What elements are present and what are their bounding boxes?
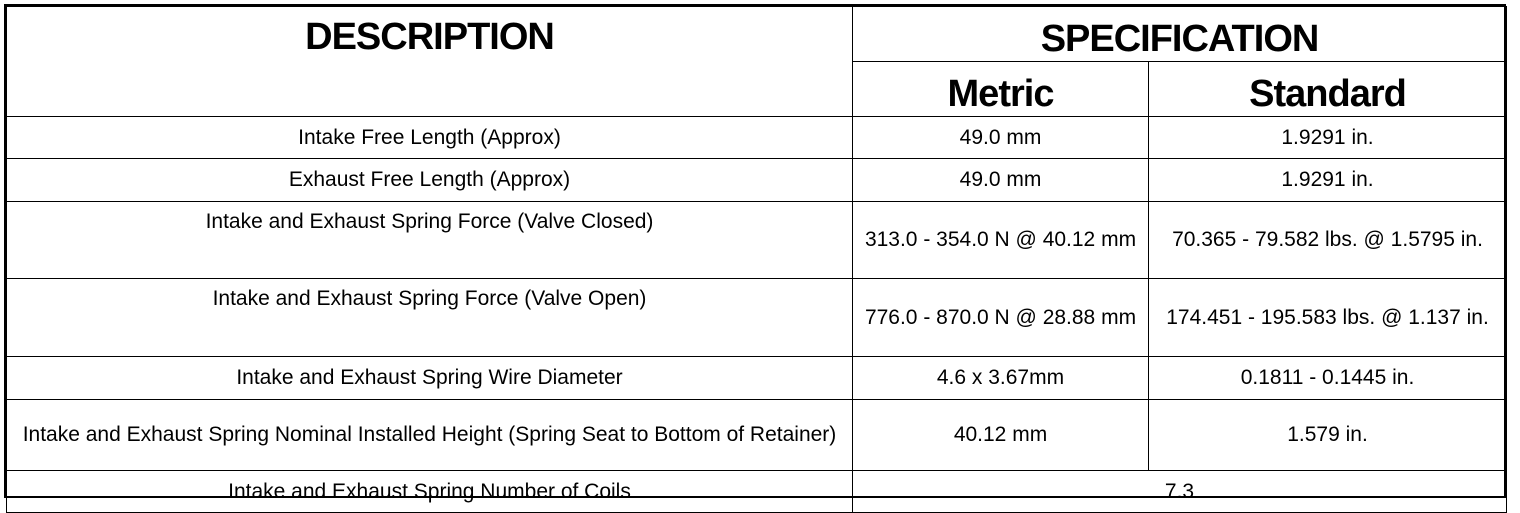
- standard-cell: 1.9291 in.: [1149, 159, 1507, 202]
- metric-cell: 313.0 - 354.0 N @ 40.12 mm: [853, 202, 1149, 279]
- table-row: [7, 279, 1507, 357]
- standard-cell: 1.579 in.: [1149, 400, 1507, 471]
- standard-cell: 174.451 - 195.583 lbs. @ 1.137 in.: [1149, 279, 1507, 357]
- standard-cell: 0.1811 - 0.1445 in.: [1149, 357, 1507, 400]
- metric-cell: 776.0 - 870.0 N @ 28.88 mm: [853, 279, 1149, 357]
- table-row: [7, 202, 1507, 279]
- table-row: [7, 471, 1507, 513]
- description-cell: Intake and Exhaust Spring Force (Valve Closed): [7, 202, 853, 279]
- metric-cell: 4.6 x 3.67mm: [853, 357, 1149, 400]
- standard-cell: 1.9291 in.: [1149, 117, 1507, 159]
- combined-spec-cell: 7.3: [853, 471, 1507, 513]
- table-row: [7, 357, 1507, 400]
- metric-cell: 49.0 mm: [853, 159, 1149, 202]
- specification-header: SPECIFICATION: [853, 7, 1507, 62]
- table-row: [7, 117, 1507, 159]
- description-cell: Intake and Exhaust Spring Nominal Installed Height (Spring Seat to Bottom of Retainer): [7, 400, 853, 471]
- specification-table: [6, 6, 1507, 513]
- description-cell: Exhaust Free Length (Approx): [7, 159, 853, 202]
- description-header: DESCRIPTION: [7, 7, 853, 117]
- description-cell: Intake and Exhaust Spring Number of Coils: [7, 471, 853, 513]
- table-row: [7, 159, 1507, 202]
- table-row: [7, 400, 1507, 471]
- standard-cell: 70.365 - 79.582 lbs. @ 1.5795 in.: [1149, 202, 1507, 279]
- description-cell: Intake and Exhaust Spring Wire Diameter: [7, 357, 853, 400]
- description-cell: Intake and Exhaust Spring Force (Valve Open): [7, 279, 853, 357]
- metric-cell: 40.12 mm: [853, 400, 1149, 471]
- metric-header: Metric: [853, 62, 1149, 117]
- standard-header: Standard: [1149, 62, 1507, 117]
- metric-cell: 49.0 mm: [853, 117, 1149, 159]
- description-cell: Intake Free Length (Approx): [7, 117, 853, 159]
